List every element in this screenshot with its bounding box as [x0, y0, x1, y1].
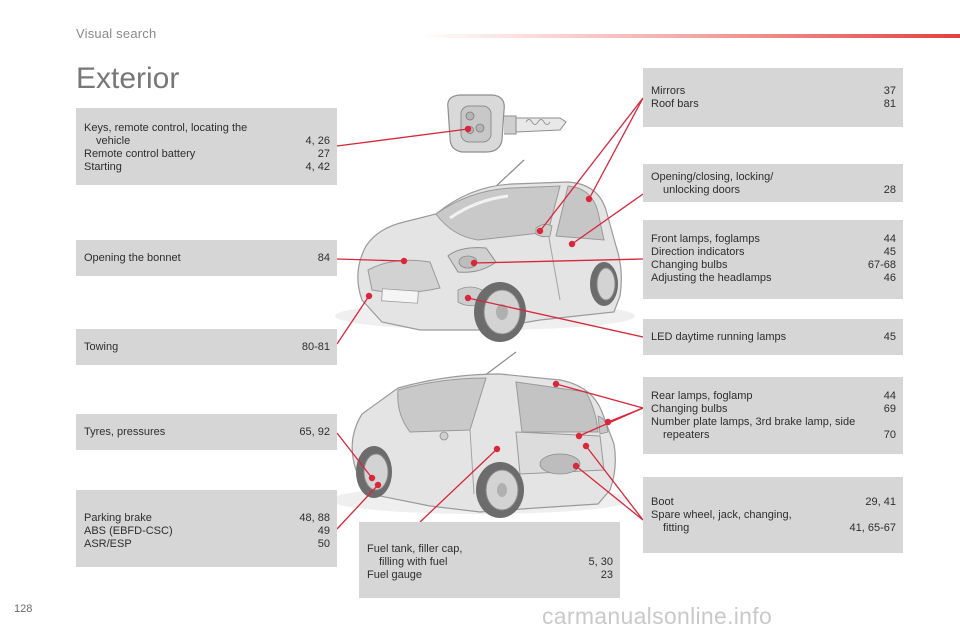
list-item: Remote control battery 27: [84, 148, 330, 160]
list-item: Keys, remote control, locating the: [84, 122, 248, 134]
list-item: Roof bars 81: [651, 98, 896, 110]
parking-brake-info-box[interactable]: [76, 490, 337, 567]
bonnet-info-box[interactable]: [76, 240, 337, 276]
car-rear-illustration: [330, 352, 630, 518]
list-item: Spare wheel, jack, changing,: [651, 509, 792, 521]
list-item: Changing bulbs 69: [651, 403, 896, 415]
list-item: Fuel gauge 23: [367, 569, 613, 581]
front-lamps-info-box[interactable]: [643, 220, 903, 299]
section-label: Visual search: [76, 26, 157, 41]
bonnet-page: 84: [317, 251, 330, 264]
page-number: 128: [14, 603, 33, 615]
list-item: Starting 4, 42: [84, 161, 330, 173]
towing-info-box[interactable]: [76, 329, 337, 365]
rear-lamps-info-box[interactable]: [643, 377, 903, 454]
mirrors-info-box[interactable]: [643, 68, 903, 127]
list-item: Number plate lamps, 3rd brake lamp, side: [651, 416, 856, 428]
list-item: Fuel tank, filler cap,: [367, 543, 463, 555]
tyres-page: 65, 92: [299, 425, 330, 438]
list-item: Mirrors 37: [651, 85, 896, 97]
list-item: Rear lamps, foglamp 44: [651, 390, 896, 402]
fuel-info-box[interactable]: [359, 522, 620, 598]
led-page: 45: [883, 330, 896, 343]
list-item: Direction indicators 45: [651, 246, 896, 258]
towing-label: Towing: [84, 340, 119, 353]
list-item: Parking brake 48, 88: [84, 512, 330, 524]
list-item: Changing bulbs 67-68: [651, 259, 896, 271]
list-item: Front lamps, foglamps 44: [651, 233, 896, 245]
page-title: Exterior: [76, 62, 180, 95]
list-item: unlocking doors 28: [663, 184, 896, 196]
list-item: repeaters 70: [663, 429, 896, 441]
car-key-icon[interactable]: [448, 95, 566, 152]
led-lamps-info-box[interactable]: [643, 319, 903, 355]
towing-page: 80-81: [301, 340, 330, 353]
list-item: Opening/closing, locking/: [651, 171, 774, 183]
list-item: Boot 29, 41: [651, 496, 896, 508]
list-item: Adjusting the headlamps 46: [651, 272, 896, 284]
keys-info-box[interactable]: [76, 108, 337, 185]
watermark: carmanualsonline.info: [542, 603, 773, 629]
list-item: ASR/ESP 50: [84, 538, 330, 550]
list-item: fitting 41, 65-67: [663, 522, 896, 534]
list-item: vehicle 4, 26: [96, 135, 330, 147]
tyres-label: Tyres, pressures: [84, 425, 166, 438]
led-label: LED daytime running lamps: [651, 330, 787, 343]
car-front-illustration: [335, 160, 635, 342]
list-item: filling with fuel 5, 30: [379, 556, 613, 568]
list-item: ABS (EBFD-CSC) 49: [84, 525, 330, 537]
tyres-info-box[interactable]: [76, 414, 337, 450]
doors-info-box[interactable]: [643, 164, 903, 202]
bonnet-label: Opening the bonnet: [84, 251, 181, 264]
boot-info-box[interactable]: [643, 477, 903, 553]
